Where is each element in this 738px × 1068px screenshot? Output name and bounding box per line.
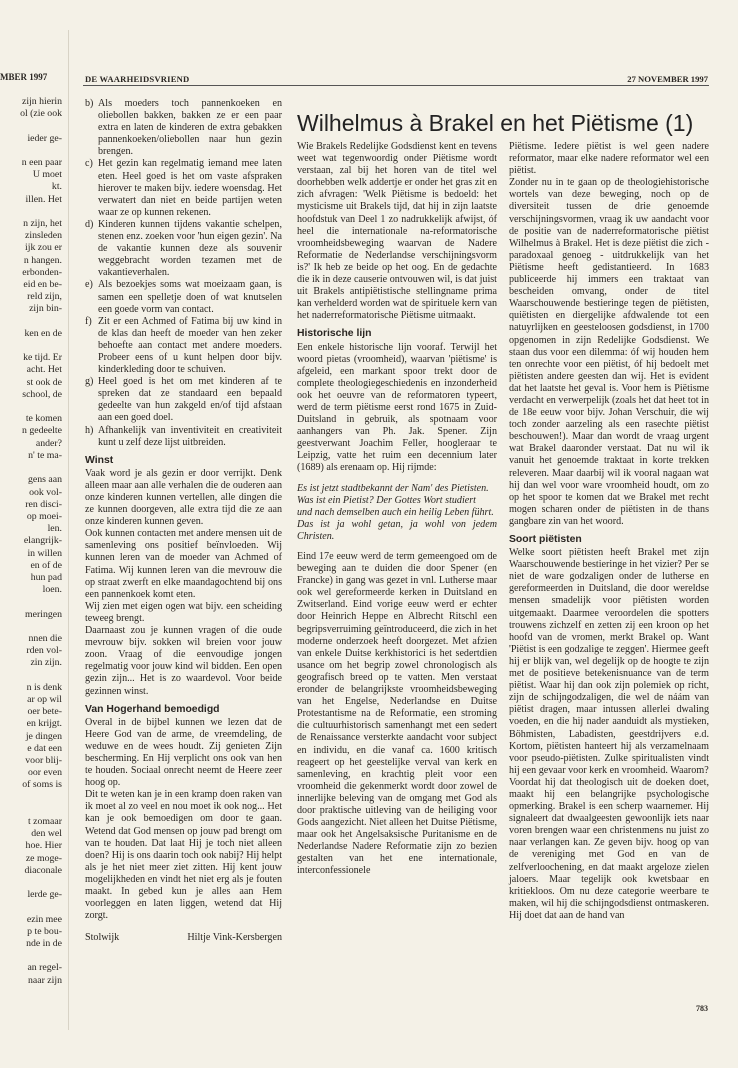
left-strip-line: den wel xyxy=(31,828,62,840)
left-strip-line: ieder ge- xyxy=(27,132,62,144)
left-strip-line: nnen die xyxy=(28,632,62,644)
column-3-paragraph-3: Welke soort piëtisten heeft Brakel met zijn Waarschouwende bestieringe in het vizier? Per se niet de ware godzaligen onder de lutherse en gereformeerden in Duitsland, die door wereldse mensen smadelijk voor piëtisten worden uitgemaakt. Daarmee veroordelen die spotters trouwens zichzelf en zetten zij een kroon op het hoofd van de vromen, merkt Brakel op. Want 'Piëtist is een godzalige te zeggen'. Hiermee geeft hij er blijk van, wel degelijk op de hoogte te zijn met de positieve betekenisnuance van de term piëtist. Waar hij dan ook zijn polemiek op richt, zijn de schijngodzaligen, die wel de náám van piëtist dragen, maar intussen allerlei dwaling voeden, en die hij nader aanduidt als mystieken, Böhmisten, Labadisten, geestdrijvers e.d. Kortom, piëtisten hanteert hij als verzamelnaam voor pseudo-piëtisten. Zulke spiritualisten vindt hij een gevaar voor kerk en vroomheid. Waarom? xyxy=(509,547,709,776)
list-item xyxy=(85,219,282,279)
heading-hogerhand: Van Hogerhand bemoedigd xyxy=(85,703,220,715)
list-item xyxy=(85,98,282,158)
left-strip-line: zinsleden xyxy=(25,230,62,242)
list-item-text: Zit er een Achmed of Fatima bij uw kind in de klas dan heeft de moeder van hen zeker behoefte aan contact met andere moeders. Probeer eens of u kunt helpen door bijv. kinderkleding door te schuiven. xyxy=(98,315,282,376)
left-strip-line xyxy=(0,901,62,913)
left-strip-line: ke tijd. Er xyxy=(23,352,62,364)
poem-line: und nach demselben auch ein heilig Leben führt. xyxy=(297,506,494,518)
left-strip-line: hun pad xyxy=(30,571,62,583)
poem-quote xyxy=(297,483,497,543)
column-3-paragraph-1: Piëtisme. Iedere piëtist is wel geen nadere reformator, maar elke nadere reformator wel een piëtist. xyxy=(509,141,709,177)
left-strip-line: n is denk xyxy=(26,681,62,693)
left-strip-line: gens aan xyxy=(27,474,62,486)
heading-soort-pietisten: Soort piëtisten xyxy=(509,534,582,545)
list-item-text: Als bezoekjes soms wat moeizaam gaan, is samen een spelletje doen of wat knutselen een goede vorm van contact. xyxy=(98,279,282,315)
list-item-text: Kinderen kunnen tijdens vakantie schelpen, stenen enz. zoeken voor 'hun eigen gezin'. Na de vakantie kunnen deze als souvenir weggebracht worden tezamen met de vakantieverhalen. xyxy=(98,218,282,279)
left-strip-line xyxy=(0,804,62,816)
left-strip-line xyxy=(0,120,62,132)
left-strip-line: te komen xyxy=(25,413,62,425)
list-item-label: d) xyxy=(85,218,94,230)
left-strip-line: e dat een xyxy=(27,742,62,754)
poem-line: Es ist jetzt stadtbekannt der Nam' des Pietisten. xyxy=(297,482,489,494)
left-strip-line: ijk zou er xyxy=(25,242,62,254)
list-item-label: e) xyxy=(85,279,93,291)
paragraph: Vaak word je als gezin er door verrijkt. Denk alleen maar aan alle verhalen die de ouderen aan onze kinderen kunnen vertellen, alle dingen die ze kunnen doorgeven, alle extra tijd die ze aan onze kinderen kunnen geven. xyxy=(85,467,282,528)
article-intro: Wie Brakels Redelijke Godsdienst kent en tevens weet wat tegenwoordig onder Piëtisme wordt verstaan, zal bij het horen van de titel wel doorhebben welk addertje er onder het gras zit en zich afvragen: 'Welk Piëtisme is bedoeld: het mysticisme uit Brakels tijd, dat hij in zijn laatste hoofdstuk van Deel 1 zo nadrukkelijk afwijst, óf heel die internationale na-reformatorische vroomheidsbeweging waarvan de Nadere Reformatie de Nederlandse verschijningsvorm is?' Ik heb ze beide op het oog. En de gedachte die ik in deze causerie ontvouwen wil, is dat juist uit Brakels antipiëtistische stellingname prima kan verhelderd worden wat de spirituele kern van het naderreformatorische Piëtisme uitmaakt. xyxy=(297,141,497,322)
left-strip-line: oer bete- xyxy=(27,706,62,718)
left-strip-line: n' te ma- xyxy=(28,449,62,461)
column-2 xyxy=(297,141,497,878)
left-strip-line: hoe. Hier xyxy=(25,840,62,852)
list-item-text: Het gezin kan regelmatig iemand mee laten eten. Heel goed is het om vaste afspraken hierover te maken bijv. iedere woensdag. Het verwatert dan niet en beide partijen weten waar ze op kunnen rekenen. xyxy=(98,158,282,218)
hogerhand-section xyxy=(85,717,282,923)
left-strip-line: kt. xyxy=(51,181,62,193)
left-strip-line: n zijn, het xyxy=(23,218,62,230)
left-strip-line xyxy=(0,596,62,608)
left-strip-line: op moei- xyxy=(26,510,62,522)
left-strip-line: len. xyxy=(47,523,62,535)
left-strip-line: eid en be- xyxy=(23,279,62,291)
left-strip-line: n hangen. xyxy=(23,254,62,266)
left-strip-line: elangrijk- xyxy=(23,535,62,547)
left-strip-line: ren disci- xyxy=(25,498,62,510)
left-strip-line: ar op wil xyxy=(27,693,62,705)
historische-paragraph: Een enkele historische lijn vooraf. Terwijl het woord pietas (vroomheid), waarvan 'piëtisme' is afgeleid, een markant spoor trekt door de complete theologiegeschiedenis en inzonderheid ook het oeuvre van de reformatoren typeert, werd de term piëtisme eerst rond 1675 in Zuid-Duitsland in gebruik, als spotnaam voor aanhangers van Ph. Jak. Spener. Zijn geestverwant Joachim Feller, hoogleraar te Leipzig, vatte het ruim een decennium later (1689) als erenaam op. Hij rijmde: xyxy=(297,341,497,474)
list-item-label: g) xyxy=(85,376,94,388)
left-strip-line: rden vol- xyxy=(26,645,62,657)
list-item-label: c) xyxy=(85,158,93,170)
column-3-paragraph-2: Zonder nu in te gaan op de theologiehistorische wortels van deze beweging, noch op de diversiteit tussen de drie genoemde verschijningsvormen, vraag ik uw aandacht voor de positie van de naderreformatorische piëtist Wilhelmus à Brakel. Het is deze piëtist die zich - paradoxaal genoeg - uitdrukkelijk van het Piëtisme heeft gedistantieerd. In 1683 publiceerde hij immers een traktaat van bescheiden omvang, onder de titel Waarschouwende bestieringe tegen de piëtisten, quiëtisten en diergelijke afdwalende tot een natuyrlijken en geesteloosen godsdienst, in 1700 opgenomen in zijn Redelijke Godsdienst. We staan dus voor een dilemma: óf wij houden hem ten onrechte voor een piëtist, óf hij bedoelt met piëtisten andere geesten dan wij. Het is evident dat het laatste het geval is. Voor hem is Piëtisme verdacht en verwerpelijk (zoals het dat heet tot in de 18e eeuw voor bijv. Johan Verschuir, die wij toch zonder aarzeling als een rasechte piëtist beschouwen!). Maar dan wordt de vraag urgent wat Brakel daaronder verstaat. Dat nu wil ik vanuit het genoemde traktaat in korte trekken releveren. Maar daarbij wil ik vooral nagaan wat hij dan wel voor ware vroomheid houdt, om zo op het spoor te komen dat we Brakel met recht mogen scharen onder de piëtisten in de thans gangbare zin van het woord. xyxy=(509,177,709,527)
list-item-label: f) xyxy=(85,315,92,327)
left-strip-line xyxy=(0,316,62,328)
left-strip-line: ook vol- xyxy=(29,486,62,498)
list-item-text: Heel goed is het om met kinderen af te spreken dat ze standaard een bepaald gedeelte van hun zakgeld en/of tijd afstaan aan een goed doel. xyxy=(98,376,282,424)
left-strip-line: n gedeelte xyxy=(22,425,62,437)
left-strip-line: p te bou- xyxy=(27,925,62,937)
left-strip-line: ander? xyxy=(35,437,62,449)
poem-line: Was ist ein Pietist? Der Gottes Wort studiert xyxy=(297,494,476,506)
left-strip-line: zijn hierin xyxy=(22,96,62,107)
left-strip-line: je dingen xyxy=(25,730,62,742)
left-strip-line: erbonden- xyxy=(22,266,62,278)
left-strip-line: diaconale xyxy=(24,864,62,876)
paragraph: Dit te weten kan je in een kramp doen raken van ik moet al zo veel en nou moet ik ook nog... Het kan je ook bemoedigen om door te gaan. Wetend dat God mensen op jouw pad brengt om van te houden. Dat laat Hij je toch niet alleen doen? Hij is ons daarin toch ook nabij? Hij helpt als je het niet meer ziet zitten. Hij kent jouw mogelijkheden en vindt het niet erg als je fouten maakt. In gebed kun je alles aan Hem voorleggen en laten liggen, wetend dat Hij zorgt. xyxy=(85,789,282,922)
left-strip-line: oor even xyxy=(27,767,62,779)
article-title: Wilhelmus à Brakel en het Piëtisme (1) xyxy=(297,110,694,136)
left-strip-line: zijn bin- xyxy=(29,303,62,315)
heading-historische-lijn: Historische lijn xyxy=(297,328,372,340)
left-strip-line: ken en de xyxy=(24,327,62,339)
left-strip-line: ol (zie ook xyxy=(20,108,62,120)
left-strip-line: st ook de xyxy=(26,376,62,388)
left-strip-line: en krijgt. xyxy=(26,718,62,730)
left-strip-line: n een paar xyxy=(21,157,62,169)
left-strip-line xyxy=(0,340,62,352)
suggestion-list xyxy=(85,98,282,449)
left-strip-line: of soms is xyxy=(22,779,62,791)
left-strip-line xyxy=(0,950,62,962)
left-strip-line xyxy=(0,621,62,633)
winst-section xyxy=(85,468,282,698)
left-page-header-fragment: MBER 1997 xyxy=(0,72,48,82)
left-strip-line xyxy=(0,877,62,889)
page-number: 783 xyxy=(696,1004,708,1013)
header-rule xyxy=(83,85,709,86)
list-item xyxy=(85,376,282,424)
left-strip-line: t zomaar xyxy=(28,815,62,827)
left-strip-line: an regel- xyxy=(27,962,62,974)
left-page-text-strip xyxy=(0,96,62,987)
heading-winst: Winst xyxy=(85,454,114,466)
column-1 xyxy=(85,98,282,944)
left-strip-line xyxy=(0,401,62,413)
list-item-text: Als moeders toch pannenkoeken en oliebollen bakken, bakken ze er een paar extra en laten de kinderen de extra gebakken pannenkoeken/oliebollen naar hun gezin brengen. xyxy=(98,98,282,158)
poem-line: Das ist ja wohl getan, ja wohl von jedem Christen. xyxy=(297,518,497,542)
left-strip-line: school, de xyxy=(22,388,62,400)
left-strip-line: illen. Het xyxy=(25,193,62,205)
paragraph: Ook kunnen contacten met andere mensen uit de samenleving ons positief beïnvloeden. Wij kunnen leren van de moeder van Achmed of Fatima. Wij kunnen leren van die mevrouw die op straat zwerft en elke maandagochtend bij ons een pannenkoek komt eten. xyxy=(85,528,282,600)
left-strip-line xyxy=(0,792,62,804)
left-strip-line: en of de xyxy=(30,559,62,571)
left-strip-line: lerde ge- xyxy=(27,889,62,901)
list-item xyxy=(85,158,282,218)
left-strip-line xyxy=(0,670,62,682)
signature-place: Stolwijk xyxy=(85,932,120,944)
signature xyxy=(85,932,282,944)
left-strip-line: U moet xyxy=(32,169,62,181)
list-item xyxy=(85,316,282,376)
left-strip-line xyxy=(0,145,62,157)
left-strip-line: naar zijn xyxy=(28,974,62,986)
running-header-date: 27 NOVEMBER 1997 xyxy=(627,74,708,84)
list-item-text: Afhankelijk van inventiviteit en creativiteit kunt u zelf deze lijst uitbreiden. xyxy=(98,424,282,448)
list-item-label: b) xyxy=(85,98,94,109)
left-strip-line xyxy=(0,206,62,218)
column-3-paragraph-4: Voordat hij dat theologisch uit de doeken doet, maakt hij een belangrijke psychologische opmerking. Brakel is een scherp waarnemer. Hij signaleert dat dwaalgeesten gewoonlijk iets naar voren brengen waar een christenmens nu juist zo naar verlangen kan. Ze geven bijv. hoog op van de vereniging met God en van de zelfverloochening, en dat maakt argeloze zielen jaloers. Maar tegelijk ook kwetsbaar en kritiekloos. Om nu deze categorie weerbare te maken, wil hij die schijngodsdienst ontmaskeren. Hij doet dat aan de hand van xyxy=(509,776,709,921)
left-strip-line: acht. Het xyxy=(26,364,62,376)
list-item-label: h) xyxy=(85,424,94,436)
running-header-publication: DE WAARHEIDSVRIEND xyxy=(85,74,190,84)
left-strip-line: zin zijn. xyxy=(30,657,62,669)
left-strip-line: meringen xyxy=(25,608,62,620)
paragraph: Daarnaast zou je kunnen vragen of die oude mevrouw bijv. sokken wil breien voor jouw zoon. Vraag of die eenvoudige jongen regelmatig voor jouw kind wil bidden. Een open gezin zijn... Het is zo waardevol. Voor beide gezinnen winst. xyxy=(85,625,282,697)
left-strip-line: loen. xyxy=(42,584,62,596)
list-item xyxy=(85,425,282,449)
left-strip-line: ze moge- xyxy=(25,852,62,864)
list-item xyxy=(85,279,282,315)
left-strip-line: voor blij- xyxy=(25,754,62,766)
column-2-continuation: Eind 17e eeuw werd de term gemeengoed om de beweging aan te duiden die door Spener (en Francke) in gang was gezet in vnl. Lutherse maar ook wel gereformeerde kerken in Duitsland en Zwitserland. Eind vorige eeuw werd er echter door Heinrich Heppe en Albrecht Ritschl een begripsverruiming geïntroduceerd, die zich in het moderne onderzoek heeft doorgezet. Met afzien van enkele Duitse kerkhistorici is het sedertdien usance om het begrip zowel chronologisch als geografisch breed op te vatten. Men verstaat eronder de belangrijkste vroomheidsbeweging van het Engelse, Nederlandse en Duitse Protestantisme na de Reformatie, een stroming die cultuurhistorisch samenhangt met een sedert de Renaissance versterkte aandacht voor subject en individu, en die vanaf ca. 1600 kritisch reageert op het geestelijke verval van kerk en samenleving, en krachtig pleit voor een vroomheid die gekenmerkt wordt door zowel de innerlijke beleving van de omgang met God als door praktische uitleving van de heiliging voor Gods aangezicht. Niet alleen het Duitse Piëtisme, maar ook het Angelsaksische Puritanisme en de Nederlandse Nadere Reformatie zijn zo bezien gestalten van het ene internationale, interconfessionele xyxy=(297,551,497,877)
column-3 xyxy=(509,141,709,922)
left-strip-line xyxy=(0,462,62,474)
left-strip-line: ezin mee xyxy=(26,913,62,925)
left-strip-line: nde in de xyxy=(26,938,62,950)
paragraph: Wij zien met eigen ogen wat bijv. een scheiding teweeg brengt. xyxy=(85,600,282,624)
signature-author: Hiltje Vink-Kersbergen xyxy=(187,932,282,944)
left-strip-line: reld zijn, xyxy=(27,291,62,303)
paragraph: Overal in de bijbel kunnen we lezen dat de Heere God van de arme, de vreemdeling, de weduwe en de wees houdt. Zij genieten Zijn bescherming. En Hij verplicht ons ook van hen te houden. Sociaal onrecht neemt de Heere zeer hoog op. xyxy=(85,716,282,789)
left-strip-line: in willen xyxy=(27,547,62,559)
